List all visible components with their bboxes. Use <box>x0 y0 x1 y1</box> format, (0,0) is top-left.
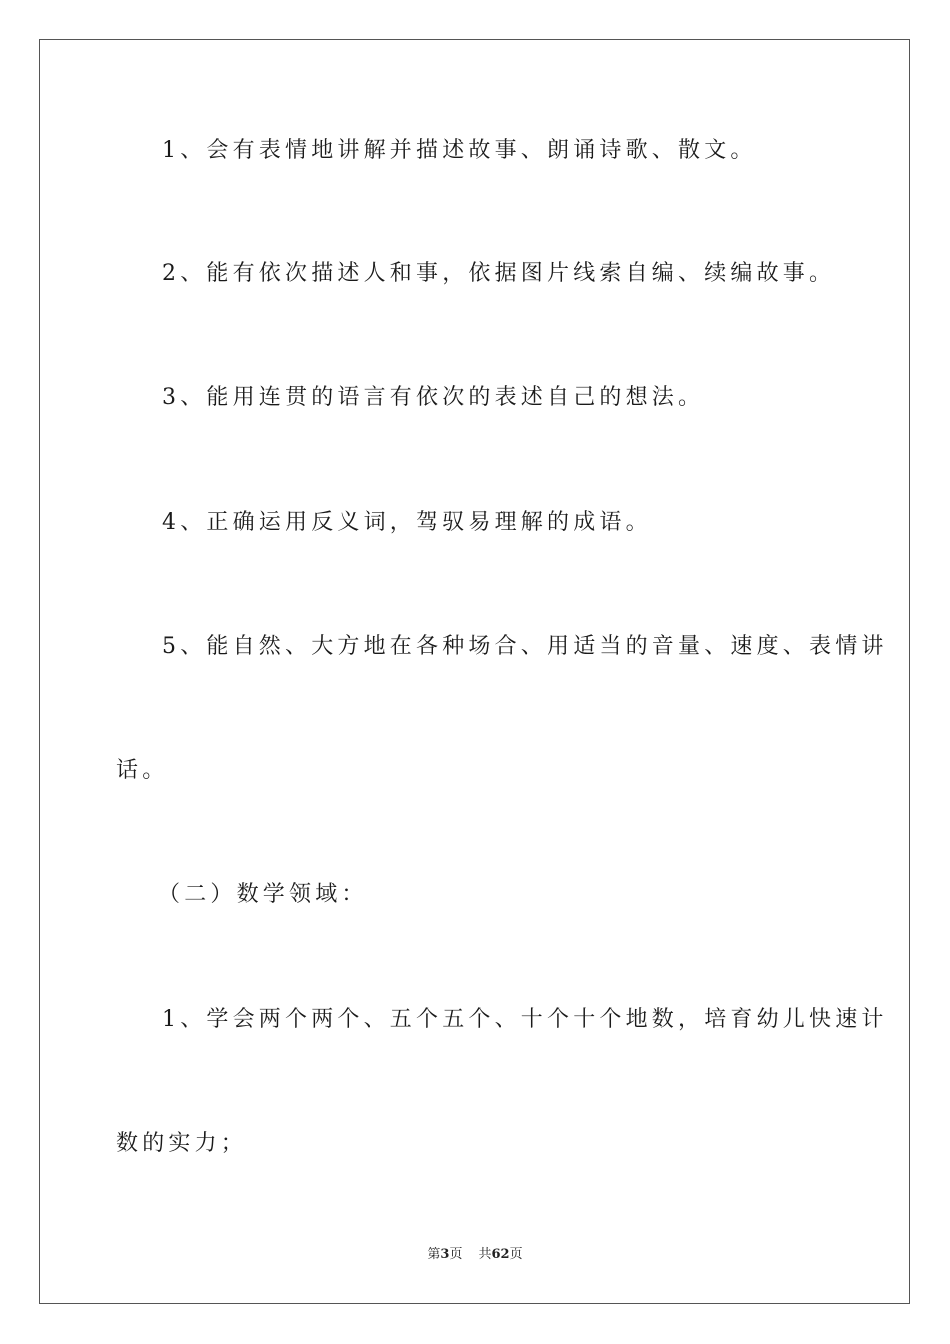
language-goal-2: 2、能有依次描述人和事，依据图片线索自编、续编故事。 <box>162 261 836 286</box>
language-goal-5: 5、能自然、大方地在各种场合、用适当的音量、速度、表情讲 <box>162 634 888 659</box>
footer-prefix: 第 <box>427 1247 441 1262</box>
language-goal-4: 4、正确运用反义词，驾驭易理解的成语。 <box>162 510 652 535</box>
page-frame <box>39 39 910 1304</box>
page-footer <box>0 1246 950 1264</box>
math-goal-1: 1、学会两个两个、五个五个、十个十个地数，培育幼儿快速计 <box>162 1007 888 1032</box>
math-goal-1-continued: 数的实力； <box>116 1131 248 1156</box>
language-goal-1: 1、会有表情地讲解并描述故事、朗诵诗歌、散文。 <box>162 138 757 163</box>
footer-total-prefix: 共 <box>478 1247 492 1262</box>
current-page-number: 3 <box>440 1247 450 1262</box>
language-goal-5-continued: 话。 <box>116 758 169 783</box>
total-page-count: 62 <box>491 1247 510 1262</box>
language-goal-3: 3、能用连贯的语言有依次的表述自己的想法。 <box>162 385 705 410</box>
section-heading-math: （二）数学领域： <box>158 882 368 907</box>
footer-total-suffix: 页 <box>509 1247 523 1262</box>
footer-page-suffix: 页 <box>449 1247 463 1262</box>
